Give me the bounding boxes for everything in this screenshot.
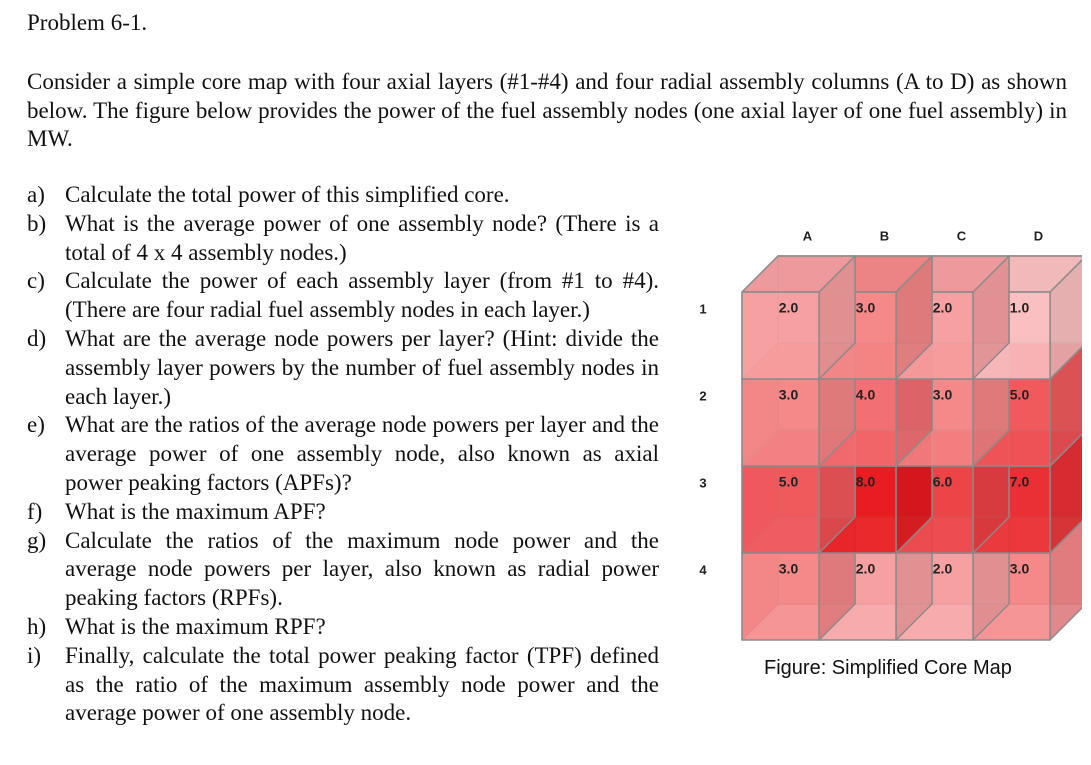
question-text: Calculate the ratios of the maximum node power and the average node powers per layer, also known as radial power peaking factors (RPFs). xyxy=(65,527,659,611)
column-label: B xyxy=(879,228,890,244)
question-item xyxy=(27,527,659,613)
question-letter: c) xyxy=(27,268,45,294)
question-item xyxy=(27,642,659,728)
question-letter: e) xyxy=(27,412,45,438)
figure-caption: Figure: Simplified Core Map xyxy=(764,657,1012,679)
question-letter: b) xyxy=(27,210,47,236)
layer-label: 4 xyxy=(699,562,707,578)
layer-label: 1 xyxy=(699,301,707,317)
question-letter: f) xyxy=(27,498,43,524)
question-item xyxy=(27,498,659,527)
node-power-label: 4.0 xyxy=(855,386,876,403)
node-power-label: 3.0 xyxy=(1009,560,1030,577)
node-power-label: 2.0 xyxy=(778,299,799,316)
column-label: A xyxy=(802,228,813,244)
node-power-label: 8.0 xyxy=(855,473,876,490)
question-text: What is the average power of one assembly node? (There is a total of 4 x 4 assembly nodes.) xyxy=(65,210,659,265)
node-power-label: 2.0 xyxy=(932,299,953,316)
node-power-label: 5.0 xyxy=(1009,386,1030,403)
question-text: What is the maximum APF? xyxy=(65,498,326,524)
question-letter: i) xyxy=(27,642,42,668)
problem-title: Problem 6-1. xyxy=(27,10,148,35)
question-item xyxy=(27,267,659,325)
node-power-label: 2.0 xyxy=(855,560,876,577)
question-list xyxy=(27,181,659,728)
question-text: What are the ratios of the average node powers per layer and the average power of one assembly node, also known as axial power peaking factors (APFs)? xyxy=(65,412,659,495)
question-text: What are the average node powers per layer? (Hint: divide the assembly layer powers by the number of fuel assembly nodes in each layer.) xyxy=(65,325,659,409)
question-text: Calculate the total power of this simplified core. xyxy=(65,182,510,207)
node-power-label: 3.0 xyxy=(855,299,876,316)
question-letter: a) xyxy=(27,182,45,207)
question-item xyxy=(27,325,659,411)
node-power-label: 3.0 xyxy=(778,560,799,577)
question-text: Finally, calculate the total power peaking factor (TPF) defined as the ratio of the maximum assembly node power and the average power of one assembly node. xyxy=(65,642,659,726)
question-item xyxy=(27,613,659,642)
node-power-label: 3.0 xyxy=(932,386,953,403)
core-map-figure xyxy=(662,208,1082,643)
layer-label: 2 xyxy=(699,388,707,404)
node-power-label: 7.0 xyxy=(1009,473,1030,490)
question-item xyxy=(27,210,659,268)
question-item xyxy=(27,181,659,210)
node-power-label: 2.0 xyxy=(932,560,953,577)
node-power-label: 5.0 xyxy=(778,473,799,490)
question-letter: g) xyxy=(27,527,47,553)
question-text: What is the maximum RPF? xyxy=(65,613,326,639)
column-label: C xyxy=(956,228,967,244)
problem-intro: Consider a simple core map with four axial layers (#1-#4) and four radial assembly columns (A to D) as shown below. The figure below provides the power of the fuel assembly nodes (one axial layer of one fuel assembly) in MW. xyxy=(27,69,1067,151)
layer-label: 3 xyxy=(699,475,707,491)
node-power-label: 6.0 xyxy=(932,473,953,490)
node-power-label: 1.0 xyxy=(1009,299,1030,316)
column-label: D xyxy=(1033,228,1044,244)
question-letter: h) xyxy=(27,613,47,639)
question-text: Calculate the power of each assembly layer (from #1 to #4). (There are four radial fuel assembly nodes in each layer.) xyxy=(65,268,659,323)
question-item xyxy=(27,411,659,497)
question-letter: d) xyxy=(27,325,47,351)
node-power-label: 3.0 xyxy=(778,386,799,403)
